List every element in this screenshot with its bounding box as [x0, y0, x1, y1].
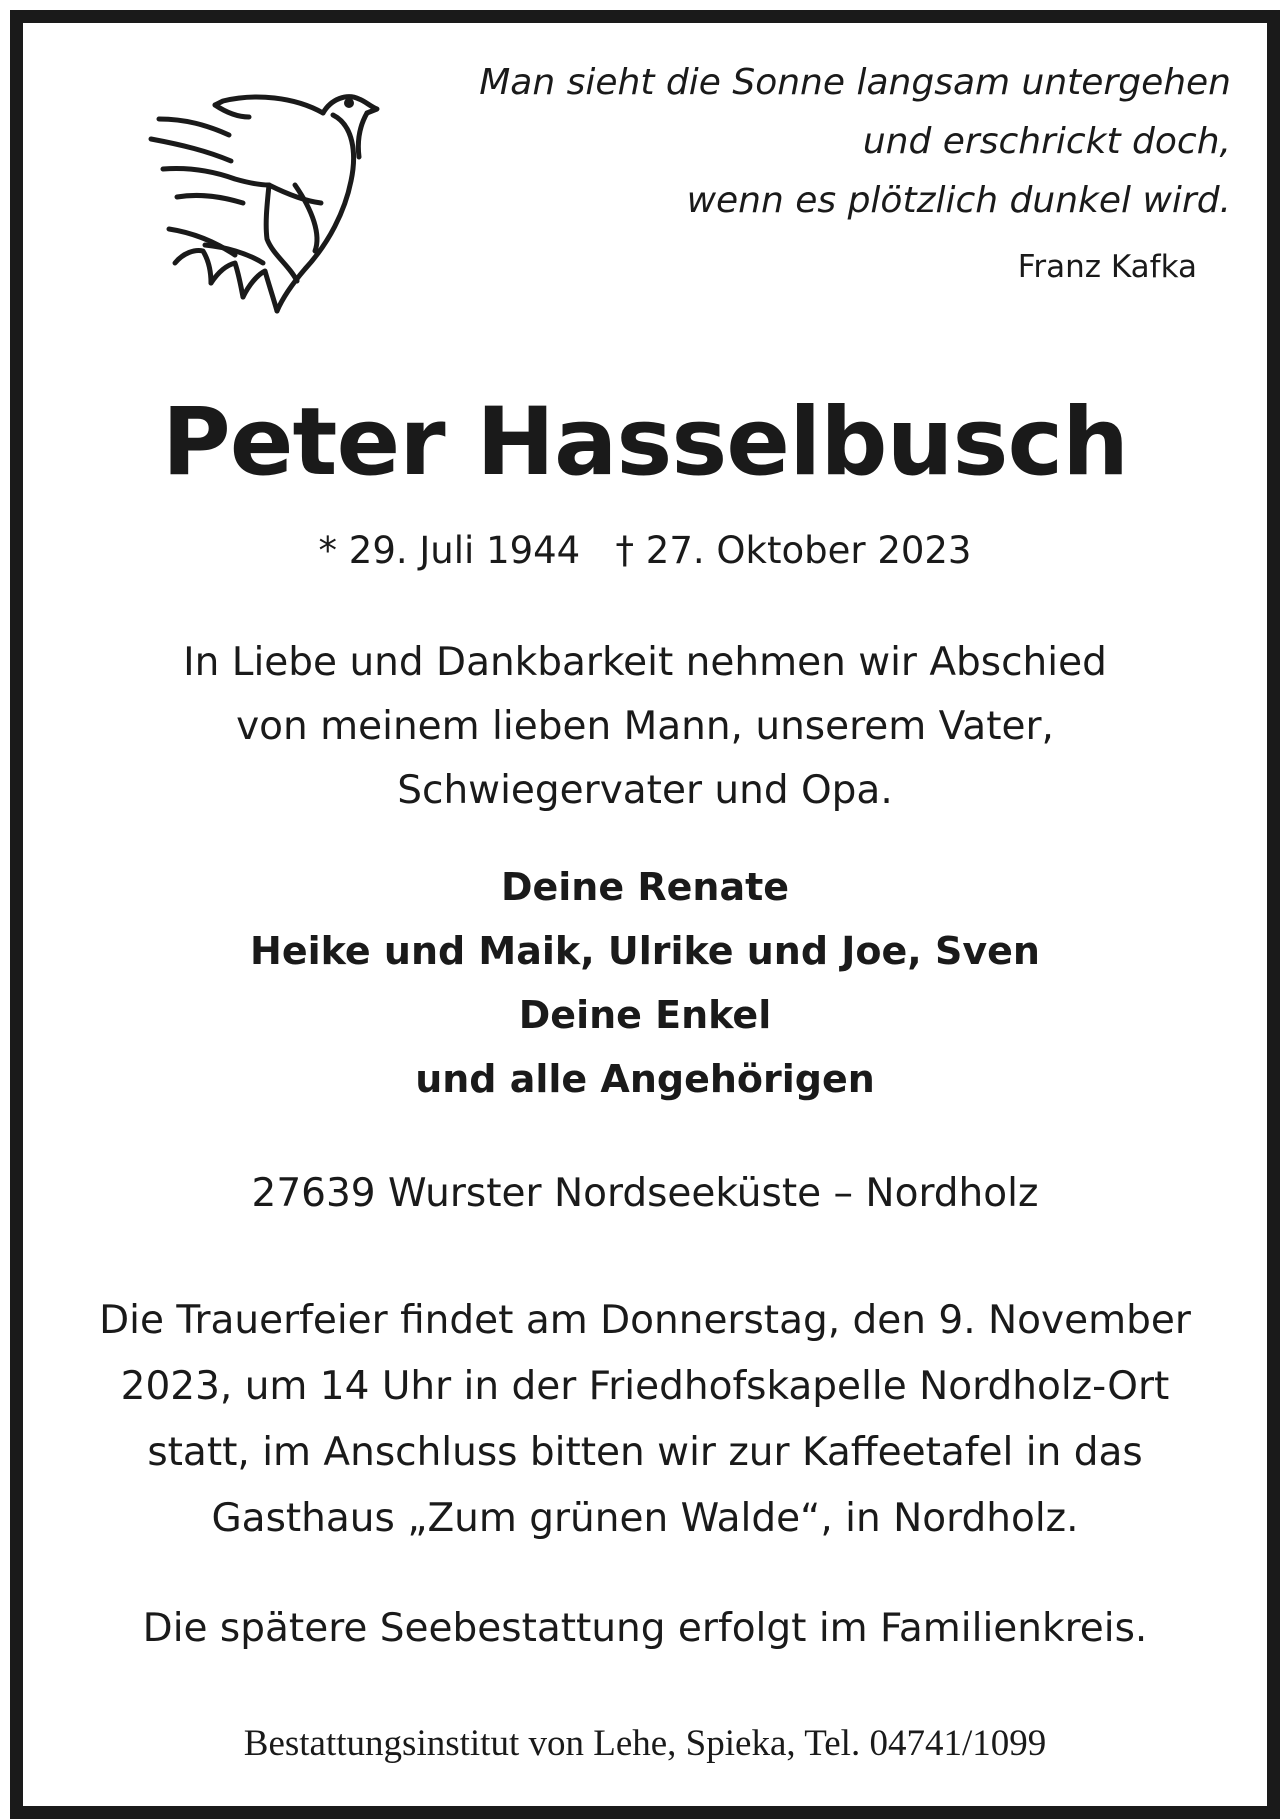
quote-line: wenn es plötzlich dunkel wird.: [686, 180, 1231, 221]
ceremony-line: Gasthaus „Zum grünen Walde“, in Nordholz.: [211, 1496, 1079, 1541]
birth-date: * 29. Juli 1944: [318, 529, 581, 572]
mourner-line: Heike und Maik, Ulrike und Joe, Sven: [250, 929, 1040, 973]
ceremony-line: Die Trauerfeier findet am Donnerstag, den 9. November: [99, 1298, 1191, 1343]
farewell-line: In Liebe und Dankbarkeit nehmen wir Abschied: [183, 640, 1107, 685]
mourners-list: [23, 855, 1267, 1111]
mourner-line: Deine Enkel: [518, 993, 772, 1037]
mourner-line: und alle Angehörigen: [415, 1057, 875, 1101]
family-address: 27639 Wurster Nordseeküste – Nordholz: [251, 1171, 1039, 1216]
undertaker-info: Bestattungsinstitut von Lehe, Spieka, Tel. 04741/1099: [243, 1723, 1047, 1764]
burial-note: Die spätere Seebestattung erfolgt im Familienkreis.: [142, 1606, 1148, 1651]
mourner-line: Deine Renate: [500, 865, 790, 909]
quote: [371, 53, 1231, 230]
farewell-line: Schwiegervater und Opa.: [397, 768, 893, 813]
obituary-frame: [10, 10, 1280, 1819]
farewell-text: [23, 631, 1267, 823]
ceremony-details: [23, 1288, 1267, 1552]
ceremony-line: statt, im Anschluss bitten wir zur Kaffeetafel in das: [147, 1430, 1143, 1475]
quote-author: Franz Kafka: [1017, 249, 1197, 285]
life-dates: [23, 526, 1267, 576]
quote-line: Man sieht die Sonne langsam untergehen: [479, 62, 1231, 103]
death-date: † 27. Oktober 2023: [615, 529, 972, 572]
deceased-name: Peter Hasselbusch: [161, 388, 1129, 497]
farewell-line: von meinem lieben Mann, unserem Vater,: [236, 704, 1054, 749]
dove-icon: [145, 75, 395, 315]
quote-line: und erschrickt doch,: [862, 121, 1231, 162]
ceremony-line: 2023, um 14 Uhr in der Friedhofskapelle Nordholz-Ort: [120, 1364, 1170, 1409]
